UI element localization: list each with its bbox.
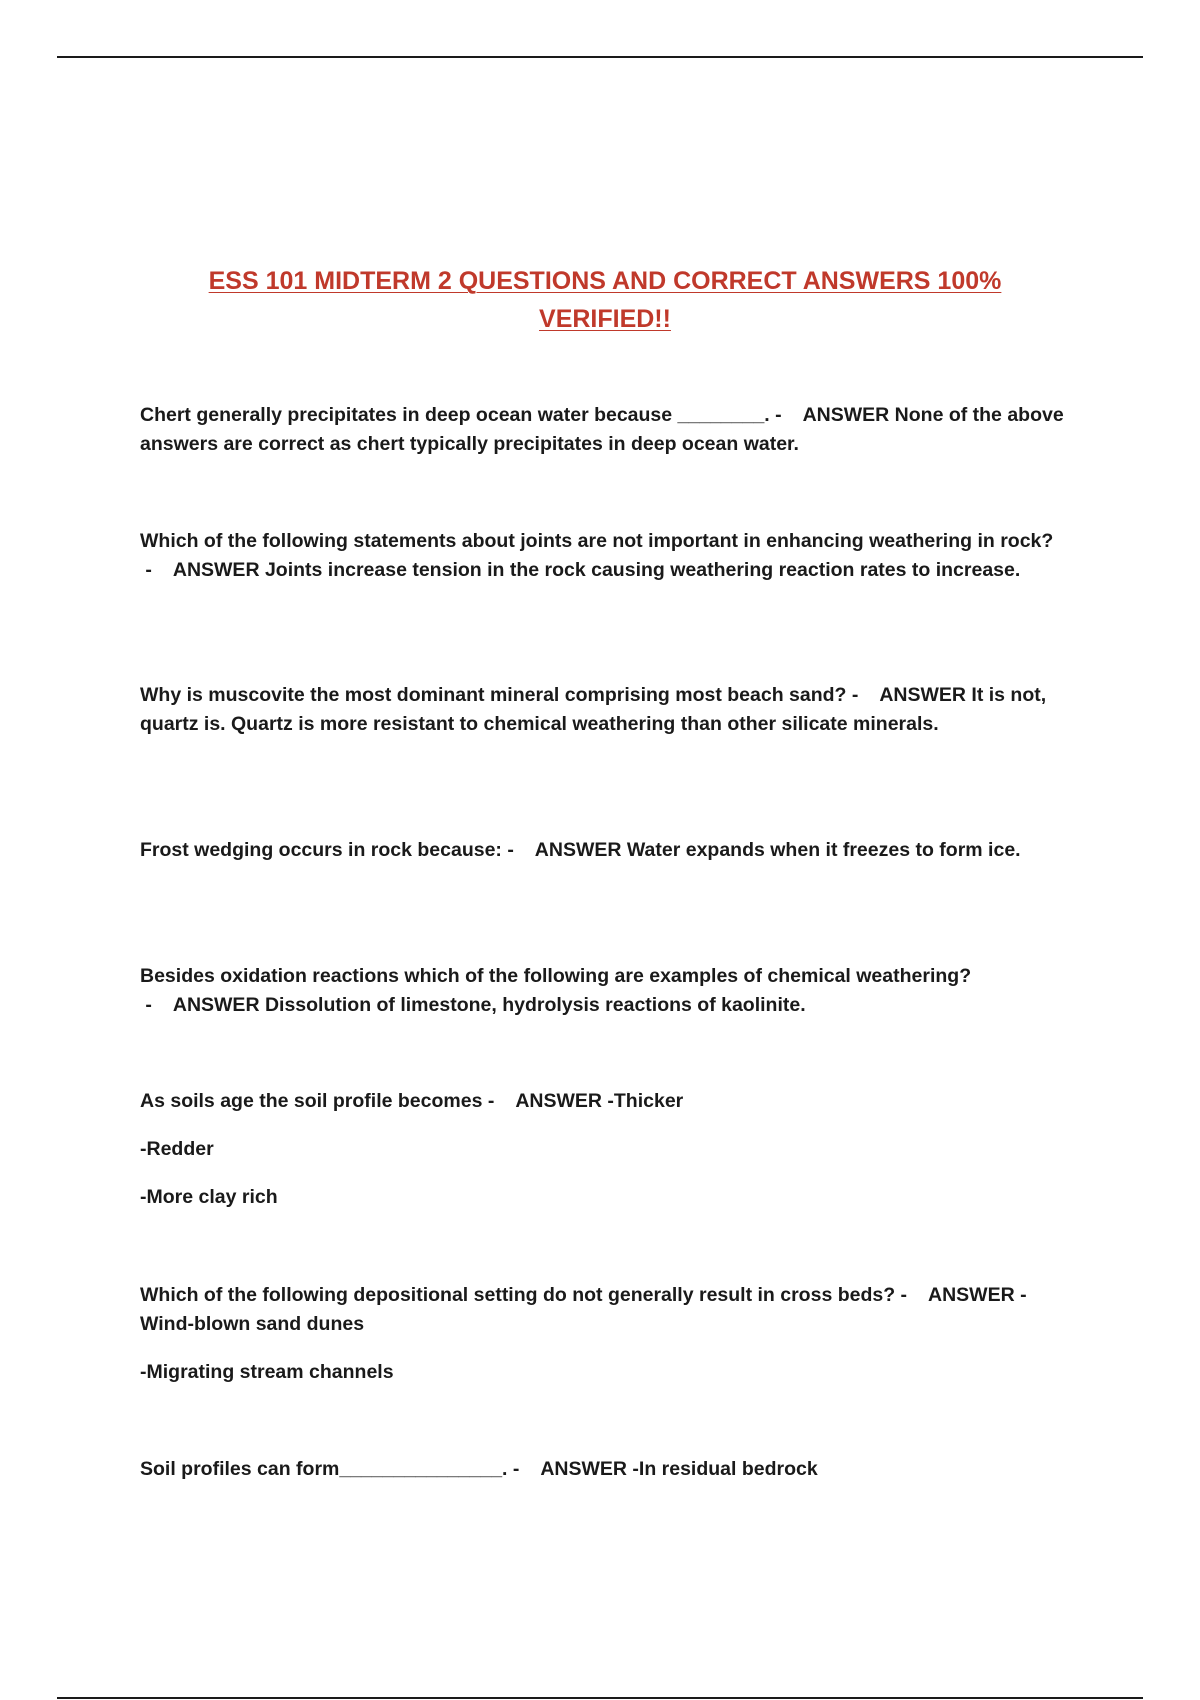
answer-text: ANSWER -Thicker	[515, 1090, 684, 1112]
answer-text: ANSWER -In residual bedrock	[540, 1458, 818, 1480]
qa-item-2: Which of the following statements about joints are not important in enhancing weathering in rock? - ANSWER Joints increase tension in the rock causing weathering reaction rates to increase.	[140, 530, 1054, 581]
qa-item-7: Which of the following depositional setting do not generally result in cross beds? - ANSWER -Wind-blown sand dunes -Migrating stream channels	[140, 1281, 1070, 1387]
answer-continuation: -Redder	[140, 1138, 214, 1160]
title-line-2: VERIFIED!!	[539, 305, 671, 333]
qa-item-6: As soils age the soil profile becomes - ANSWER -Thicker -Redder -More clay rich	[140, 1087, 1070, 1212]
answer-continuation: -Migrating stream channels	[140, 1361, 394, 1383]
question-text: Which of the following statements about joints are not important in enhancing weathering in rock?	[140, 530, 1054, 552]
qa-item-5: Besides oxidation reactions which of the following are examples of chemical weathering? - ANSWER Dissolution of limestone, hydrolysis reactions of kaolinite.	[140, 965, 972, 1016]
bottom-rule	[57, 1697, 1143, 1699]
qa-item-1: Chert generally precipitates in deep ocean water because ________. - ANSWER None of the above answers are correct as chert typically precipitates in deep ocean water.	[140, 404, 1064, 455]
title-line-1: ESS 101 MIDTERM 2 QUESTIONS AND CORRECT ANSWERS 100%	[208, 267, 1002, 295]
page-title	[140, 262, 1070, 338]
question-text: Besides oxidation reactions which of the following are examples of chemical weathering?	[140, 965, 972, 987]
question-text: Why is muscovite the most dominant mineral comprising most beach sand?	[140, 684, 847, 706]
question-text: As soils age the soil profile becomes	[140, 1090, 483, 1112]
answer-text: ANSWER Dissolution of limestone, hydrolysis reactions of kaolinite.	[172, 994, 806, 1016]
top-rule	[57, 56, 1143, 58]
question-text: Frost wedging occurs in rock because:	[140, 839, 502, 861]
question-text: Soil profiles can form_______________.	[140, 1458, 508, 1480]
answer-text: ANSWER Water expands when it freezes to form ice.	[534, 839, 1021, 861]
answer-text: ANSWER Joints increase tension in the rock causing weathering reaction rates to increase.	[172, 559, 1021, 581]
answer-continuation: -More clay rich	[140, 1186, 278, 1208]
question-text: Chert generally precipitates in deep ocean water because ________.	[140, 404, 770, 426]
qa-item-4: Frost wedging occurs in rock because: - ANSWER Water expands when it freezes to form ice.	[140, 839, 1021, 861]
answer-text: ANSWER -Wind-blown sand dunes	[140, 1284, 1027, 1335]
qa-item-3: Why is muscovite the most dominant mineral comprising most beach sand? - ANSWER It is not, quartz is. Quartz is more resistant to chemical weathering than other silicate minerals.	[140, 684, 1047, 735]
answer-text: ANSWER It is not, quartz is. Quartz is more resistant to chemical weathering than other silicate minerals.	[140, 684, 1047, 735]
answer-text: ANSWER None of the above answers are correct as chert typically precipitates in deep ocean water.	[140, 404, 1064, 455]
question-text: Which of the following depositional setting do not generally result in cross beds?	[140, 1284, 896, 1306]
qa-item-8: Soil profiles can form_______________. - ANSWER -In residual bedrock	[140, 1458, 818, 1480]
